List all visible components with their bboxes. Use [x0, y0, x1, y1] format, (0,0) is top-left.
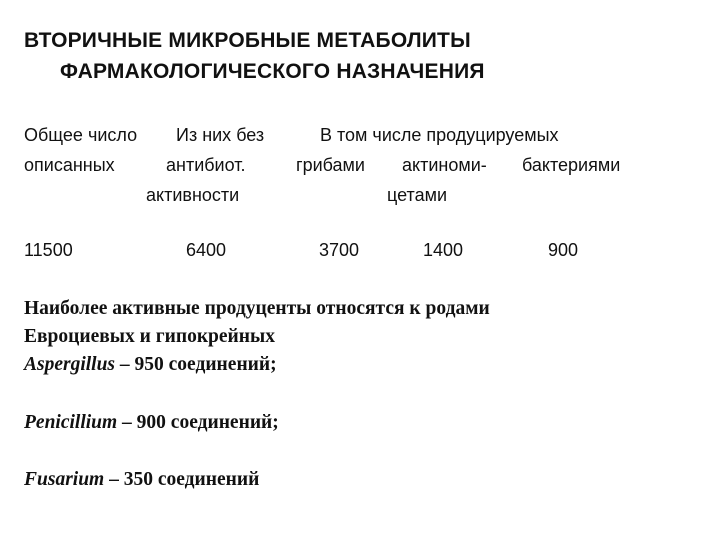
compound-count: – 900 соединений;	[117, 412, 279, 433]
value-no-antibiotic: 6400	[186, 240, 227, 260]
header-actinomycetes-part-2: цетами	[387, 185, 448, 205]
intro-line-1: Наиболее активные продуценты относятся к родами	[24, 298, 490, 319]
list-item	[24, 469, 259, 491]
list-item	[24, 354, 277, 376]
header-no-antibiotic-line-1: Из них без	[176, 125, 265, 145]
header-total-line-1: Общее число	[24, 125, 138, 145]
title-line-1: ВТОРИЧНЫЕ МИКРОБНЫЕ МЕТАБОЛИТЫ	[24, 29, 471, 52]
genus-name: Fusarium	[24, 469, 105, 490]
compound-count: – 950 соединений;	[115, 354, 277, 375]
header-total-line-2: описанных	[24, 155, 115, 175]
header-bacteria: бактериями	[522, 155, 621, 175]
header-no-antibiotic-line-2: антибиот.	[166, 155, 246, 175]
title-line-2: ФАРМАКОЛОГИЧЕСКОГО НАЗНАЧЕНИЯ	[60, 60, 485, 83]
header-no-antibiotic-line-3: активности	[146, 185, 240, 205]
intro-line-2: Евроциевых и гипокрейных	[24, 326, 276, 347]
value-total: 11500	[24, 240, 73, 260]
value-fungi: 3700	[319, 240, 360, 260]
compound-count: – 350 соединений	[104, 469, 260, 490]
header-produced: В том числе продуцируемых	[320, 125, 559, 145]
list-item	[24, 412, 279, 434]
genus-name: Aspergillus	[24, 354, 116, 375]
value-actinomycetes: 1400	[423, 240, 464, 260]
value-bacteria: 900	[548, 240, 579, 260]
genus-name: Penicillium	[24, 412, 118, 433]
header-actinomycetes-part-1: актиноми-	[402, 155, 487, 175]
header-fungi: грибами	[296, 155, 365, 175]
